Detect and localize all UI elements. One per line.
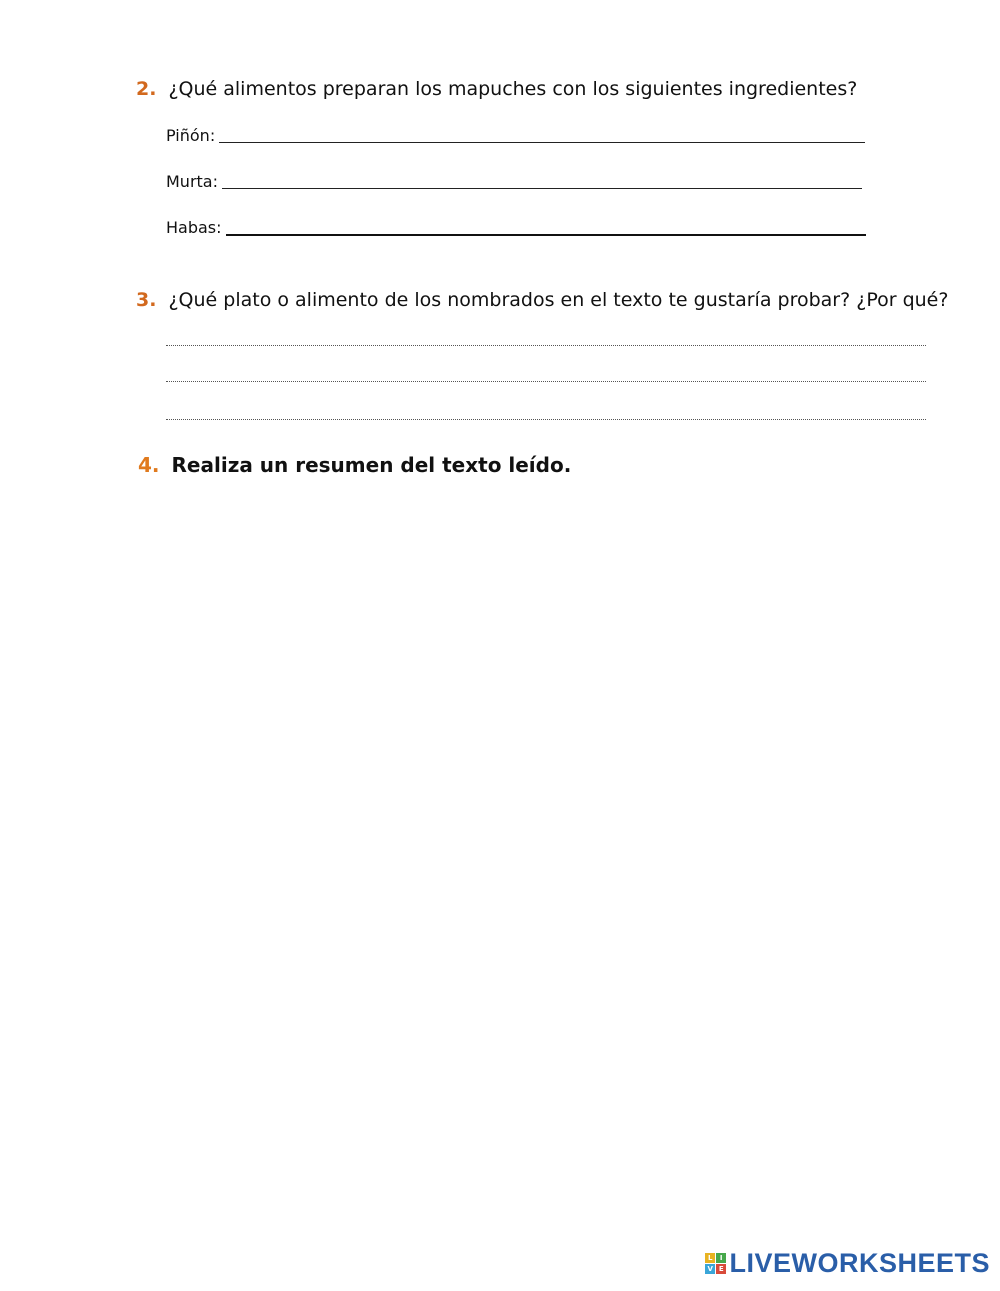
answer-label-murta: Murta: [166,172,218,191]
question-4-number: 4. [138,453,160,477]
answer-row-habas [166,218,866,237]
question-2-number: 2. [136,78,157,100]
answer-row-pinon [166,126,865,145]
question-2-text: ¿Qué alimentos preparan los mapuches con los siguientes ingredientes? [168,78,858,100]
answer-dotted-line-1[interactable] [166,345,926,346]
answer-line-murta[interactable] [222,188,862,189]
logo-tile-v: V [705,1264,715,1274]
answer-line-pinon[interactable] [219,142,865,143]
answer-row-murta [166,172,862,191]
liveworksheets-logo-icon [705,1253,726,1274]
answer-line-habas[interactable] [226,234,866,236]
answer-label-pinon: Piñón: [166,126,216,145]
logo-tile-e: E [716,1264,726,1274]
question-2 [136,78,857,100]
answer-dotted-line-2[interactable] [166,381,926,382]
question-4-text: Realiza un resumen del texto leído. [171,453,572,477]
question-3 [136,289,948,311]
logo-tile-i: I [716,1253,726,1263]
logo-tile-l: L [705,1253,715,1263]
brand-name: LIVEWORKSHEETS [729,1248,990,1278]
answer-dotted-line-3[interactable] [166,419,926,420]
question-3-number: 3. [136,289,157,311]
liveworksheets-brand [705,1248,990,1279]
question-4 [138,453,571,477]
question-3-text: ¿Qué plato o alimento de los nombrados en el texto te gustaría probar? ¿Por qué? [168,289,949,311]
answer-label-habas: Habas: [166,218,222,237]
